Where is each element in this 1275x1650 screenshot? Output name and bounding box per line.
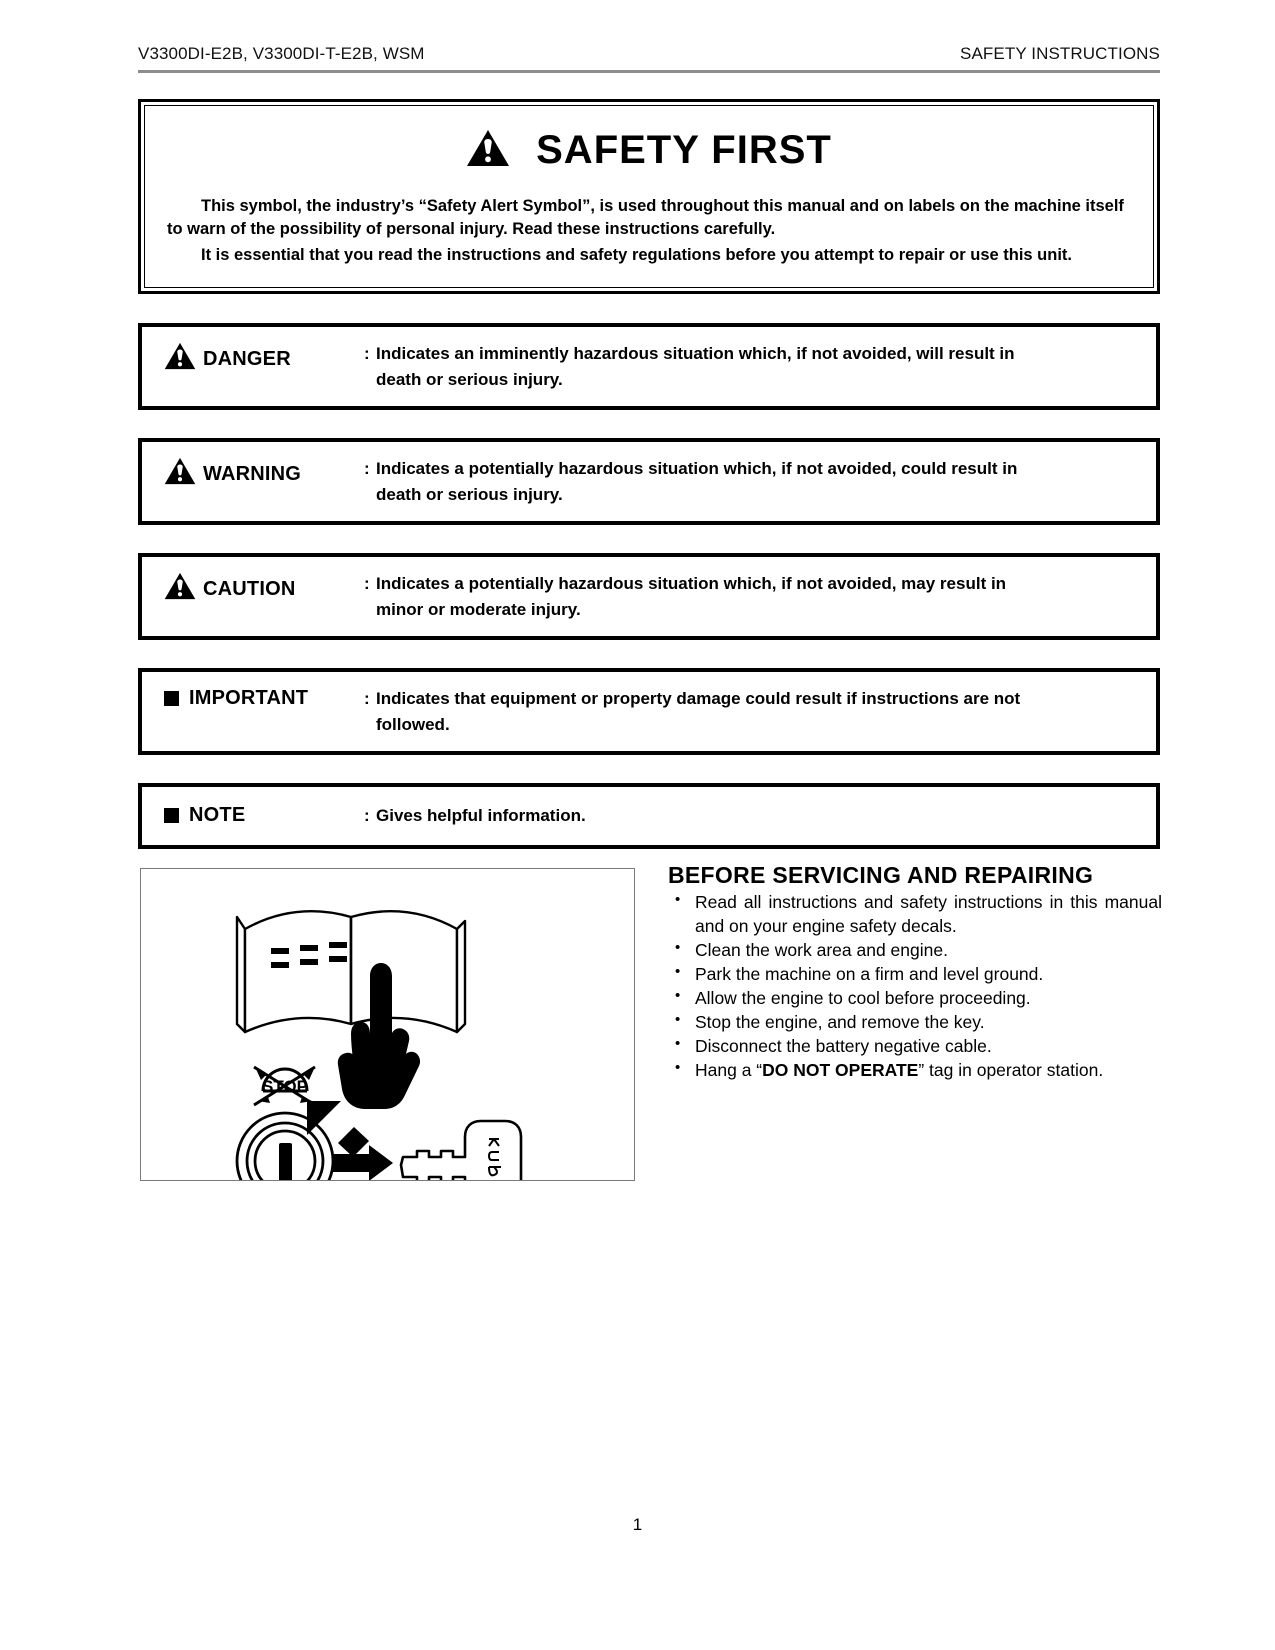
signal-box-danger [138,323,1160,410]
kubota-key-icon [401,1121,521,1180]
arrow-up-left-icon [307,1101,369,1157]
signal-word-warning: WARNING [203,462,302,485]
safety-alert-triangle-icon [466,129,510,172]
signal-text-line-1: Indicates an imminently hazardous situation which, if not avoided, will result in [376,344,1015,363]
signal-colon-danger: : [364,344,370,363]
list-item-text: Disconnect the battery negative cable. [695,1035,992,1056]
signal-colon-note: : [364,806,370,825]
signal-word-danger: DANGER [203,347,291,370]
signal-description-important [364,686,1146,737]
page-number: 1 [632,1515,643,1534]
list-item-text: Clean the work area and engine. [695,939,948,960]
list-item-text-pre: Hang a “ [695,1059,763,1080]
safety-alert-triangle-icon [164,572,196,606]
signal-text-danger [376,341,1146,392]
list-item [668,1011,1162,1035]
list-item-text: Allow the engine to cool before proceeding. [695,987,1031,1008]
list-item-text: Park the machine on a firm and level ground. [695,963,1044,984]
signal-word-caution: CAUTION [203,577,296,600]
signal-box-important [138,668,1160,755]
signal-box-caution [138,553,1160,640]
signal-text-line-2: followed. [376,714,450,734]
header-divider-rule [138,70,1160,73]
safety-first-title-row [167,128,1131,173]
signal-text-caution [376,571,1146,622]
signal-word-important: IMPORTANT [189,687,309,709]
list-item-tail: station. [1046,1059,1104,1080]
signal-description-danger [364,341,1146,392]
header-model-text: V3300DI-E2B, V3300DI-T-E2B, WSM [138,44,425,63]
list-item-tail: manual and on your engine safety decals. [695,892,1162,936]
safety-alert-triangle-icon [164,342,196,376]
signal-label-caution [164,571,364,606]
signal-box-warning [138,438,1160,525]
before-servicing-title: BEFORE SERVICING AND REPAIRING [668,862,1094,888]
stop-engine-icon [254,1067,315,1105]
before-servicing-list [668,891,1162,1083]
header-section-title: SAFETY INSTRUCTIONS [960,44,1160,63]
signal-description-caution [364,571,1146,622]
signal-text-line-1: Indicates a potentially hazardous situation which, if not avoided, could result in [376,459,1018,478]
list-item [668,987,1162,1011]
safety-first-inner-border [144,105,1154,288]
safety-first-paragraph-2: It is essential that you read the instructions and safety regulations before you attempt to repair or use this unit. [201,245,1072,264]
arrow-right-icon [333,1145,393,1180]
list-item [668,1035,1162,1059]
signal-text-warning [376,456,1146,507]
signal-label-danger [164,341,364,376]
read-manual-stop-engine-remove-key-illustration [140,868,635,1181]
ignition-keyway-icon [279,1143,292,1180]
list-item [668,1059,1162,1083]
list-item-text: Read all instructions and safety instructions in this [695,892,1098,912]
signal-label-warning [164,456,364,491]
signal-word-note: NOTE [189,804,246,826]
open-manual-icon [237,911,465,1032]
signal-description-note [364,803,1146,829]
signal-text-important [376,686,1146,737]
signal-text-line-2: death or serious injury. [376,369,563,389]
safety-first-paragraph-1: This symbol, the industry’s “Safety Alert Symbol”, is used throughout this manual and on labels on the machine itself to warn of the possibility of personal injury. Read these instructions carefully. [167,197,1124,239]
signal-box-note [138,783,1160,849]
safety-first-panel [138,99,1160,294]
list-item-text-post: ” tag in operator [918,1059,1042,1080]
stop-label: STOP [262,1077,308,1096]
signal-colon-caution: : [364,574,370,593]
safety-first-title: SAFETY FIRST [536,128,832,172]
signal-text-line-1: Indicates a potentially hazardous situation which, if not avoided, may result in [376,574,1007,593]
black-square-bullet-icon [164,808,179,823]
list-item [668,963,1162,987]
signal-colon-warning: : [364,459,370,478]
signal-label-note [164,803,364,827]
signal-text-line-1: Gives helpful information. [376,806,586,825]
list-item [668,939,1162,963]
safety-alert-triangle-icon [164,457,196,491]
signal-colon-important: : [364,689,370,708]
list-item-text-emphasis: DO NOT OPERATE [762,1059,919,1080]
signal-text-line-2: minor or moderate injury. [376,599,581,619]
signal-text-line-1: Indicates that equipment or property damage could result if instructions are not [376,689,1021,708]
list-item-text: Stop the engine, and remove the key. [695,1011,985,1032]
list-item [668,891,1162,939]
black-square-bullet-icon [164,691,179,706]
signal-text-note [376,803,1146,829]
signal-label-important [164,686,364,710]
before-servicing-section [668,862,1162,1083]
signal-description-warning [364,456,1146,507]
signal-text-line-2: death or serious injury. [376,484,563,504]
